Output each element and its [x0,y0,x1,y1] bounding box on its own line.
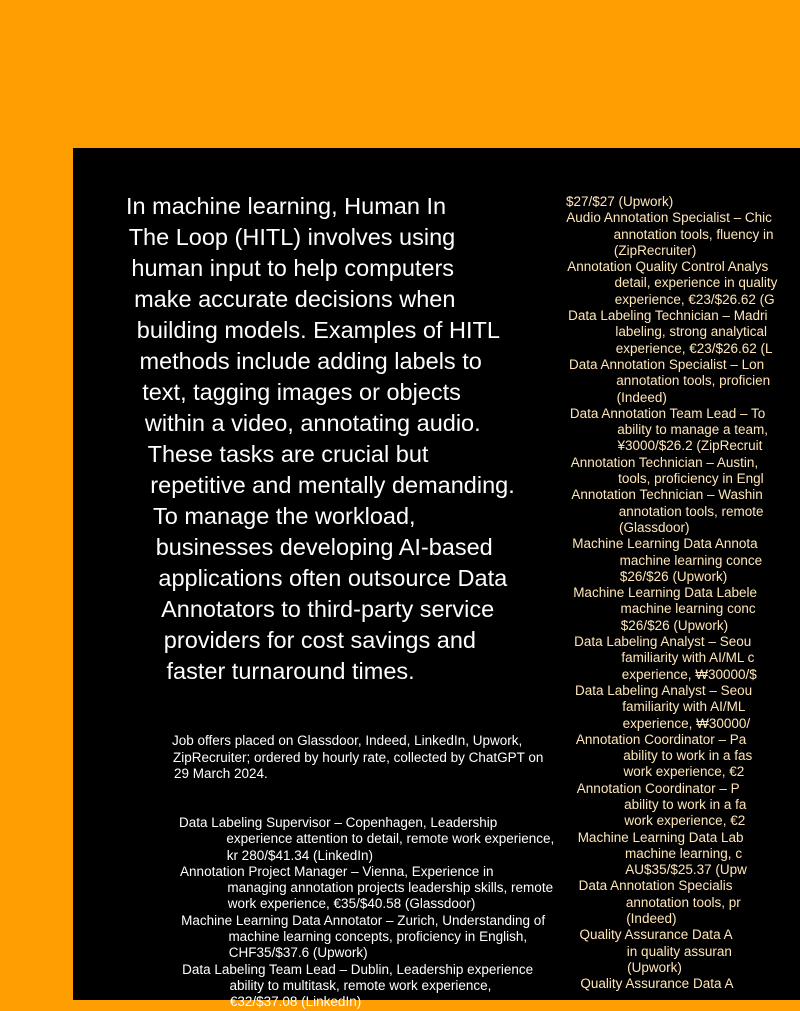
job-detail-line: kr 280/$41.34 (LinkedIn) [180,848,619,864]
job-detail-line: experience, ₩30000/ [576,716,800,732]
job-title-line: Annotation Coordinator – P [577,781,800,797]
job-title-line: Data Labeling Team Lead – Dublin, Leadership experience [182,962,619,978]
intro-line: providers for cost savings and [126,625,586,656]
job-entry [179,864,619,913]
intro-line: businesses developing AI-based [126,532,586,563]
job-detail-line: ability to work in a fas [576,748,800,764]
job-detail-line: machine learning, c [578,846,800,862]
job-entry [566,455,800,488]
job-title-line: Machine Learning Data Lab [578,830,800,846]
intro-line: faster turnaround times. [126,656,586,687]
job-entry [566,976,800,992]
source-note-line: ZipRecruiter; ordered by hourly rate, collected by ChatGPT on [172,750,602,767]
intro-line: text, tagging images or objects [126,377,586,408]
job-detail-line: annotation tools, pr [579,895,800,911]
intro-paragraph [126,191,586,687]
job-title-line: Quality Assurance Data A [580,927,800,943]
job-detail-line: work experience, €2 [577,813,800,829]
job-entry [566,487,800,536]
job-detail-line: familiarity with AI/ML c [574,650,800,666]
job-entry [566,927,800,976]
job-title-line: Machine Learning Data Annotator – Zurich, Understanding of [181,913,619,929]
intro-line: These tasks are crucial but [126,439,586,470]
job-detail-line: familiarity with AI/ML [575,699,800,715]
job-entry [566,683,800,732]
job-entry [566,536,800,585]
job-detail-line: annotation tools, remote [572,504,800,520]
intro-line: Annotators to third-party service [126,594,586,625]
job-title-line: Data Annotation Specialist – Lon [569,357,800,373]
job-detail-line: AU$35/$25.37 (Upw [578,862,800,878]
job-detail-line: €32/$37.08 (LinkedIn) [183,994,619,1010]
job-title-line: Annotation Technician – Austin, [571,455,800,471]
job-title-line: Audio Annotation Specialist – Chic [566,210,800,226]
job-title-line: Data Labeling Analyst – Seou [575,683,800,699]
job-detail-line: ¥3000/$26.2 (ZipRecruit [571,438,800,454]
job-entry [566,357,800,406]
job-detail-line: machine learning concepts, proficiency in English, [181,929,619,945]
job-entry [566,194,800,210]
intro-line: To manage the workload, [126,501,586,532]
job-entry [566,830,800,879]
job-detail-line: (Indeed) [570,390,800,406]
job-detail-line: CHF35/$37.6 (Upwork) [182,945,619,961]
job-detail-line: ability to work in a fa [577,797,800,813]
job-detail-line: work experience, €2 [577,764,800,780]
job-detail-line: managing annotation projects leadership skills, remote [180,880,619,896]
source-note [172,733,602,783]
source-note-line: 29 March 2024. [172,766,602,783]
job-detail-line: machine learning conc [574,601,800,617]
job-entry [179,815,619,864]
job-detail-line: experience attention to detail, remote work experience, [179,831,619,847]
job-title-line: Data Labeling Technician – Madri [568,308,800,324]
job-entry [566,308,800,357]
job-entry [566,732,800,781]
job-detail-line: annotation tools, proficien [569,373,800,389]
job-entry [566,210,800,259]
job-entry [179,913,619,962]
job-detail-line: ability to multitask, remote work experience, [183,978,620,994]
job-entry [566,781,800,830]
job-title-line: Annotation Coordinator – Pa [576,732,800,748]
intro-line: make accurate decisions when [126,284,586,315]
intro-line: within a video, annotating audio. [126,408,586,439]
job-detail-line: labeling, strong analytical [568,324,800,340]
job-entry [566,585,800,634]
job-title-line: Quality Assurance Data A [580,976,800,992]
job-detail-line: experience, €23/$26.62 (L [569,341,800,357]
job-detail-line: experience, €23/$26.62 (G [568,292,800,308]
job-detail-line: tools, proficiency in Engl [571,471,800,487]
job-entry [566,634,800,683]
job-entry [179,962,619,1011]
job-entry [566,259,800,308]
job-detail-line: $26/$26 (Upwork) [573,569,800,585]
job-entry [566,406,800,455]
intro-line: methods include adding labels to [126,346,586,377]
job-title-line: Machine Learning Data Annota [572,536,800,552]
job-title-line: Data Labeling Analyst – Seou [574,634,800,650]
job-title-line: Machine Learning Data Labele [573,585,800,601]
job-detail-line: $26/$26 (Upwork) [574,618,800,634]
job-title-line: Data Annotation Specialis [579,878,800,894]
job-detail-line: annotation tools, fluency in [567,227,800,243]
intro-line: The Loop (HITL) involves using [126,222,586,253]
job-title-line: Data Labeling Supervisor – Copenhagen, Leadership [179,815,619,831]
intro-line: In machine learning, Human In [126,191,586,222]
job-detail-line: (Indeed) [579,911,800,927]
job-list-right [566,194,800,993]
job-detail-line: work experience, €35/$40.58 (Glassdoor) [181,896,619,912]
job-title-line: Annotation Technician – Washin [571,487,800,503]
intro-line: repetitive and mentally demanding. [126,470,586,501]
job-detail-line: experience, ₩30000/$ [575,667,800,683]
job-title-line: $27/$27 (Upwork) [566,194,800,210]
intro-line: building models. Examples of HITL [126,315,586,346]
source-note-line: Job offers placed on Glassdoor, Indeed, LinkedIn, Upwork, [172,733,602,750]
job-detail-line: in quality assuran [580,944,800,960]
job-detail-line: detail, experience in quality [568,275,800,291]
intro-line: applications often outsource Data [126,563,586,594]
job-detail-line: ability to manage a team, [570,422,800,438]
job-entry [566,878,800,927]
job-detail-line: (Glassdoor) [572,520,800,536]
job-title-line: Annotation Quality Control Analys [567,259,800,275]
job-title-line: Annotation Project Manager – Vienna, Experience in [180,864,619,880]
job-title-line: Data Annotation Team Lead – To [570,406,800,422]
intro-line: human input to help computers [126,253,586,284]
job-detail-line: (ZipRecruiter) [567,243,800,259]
job-detail-line: (Upwork) [580,960,800,976]
job-detail-line: machine learning conce [573,553,800,569]
job-list-left [179,815,619,1011]
